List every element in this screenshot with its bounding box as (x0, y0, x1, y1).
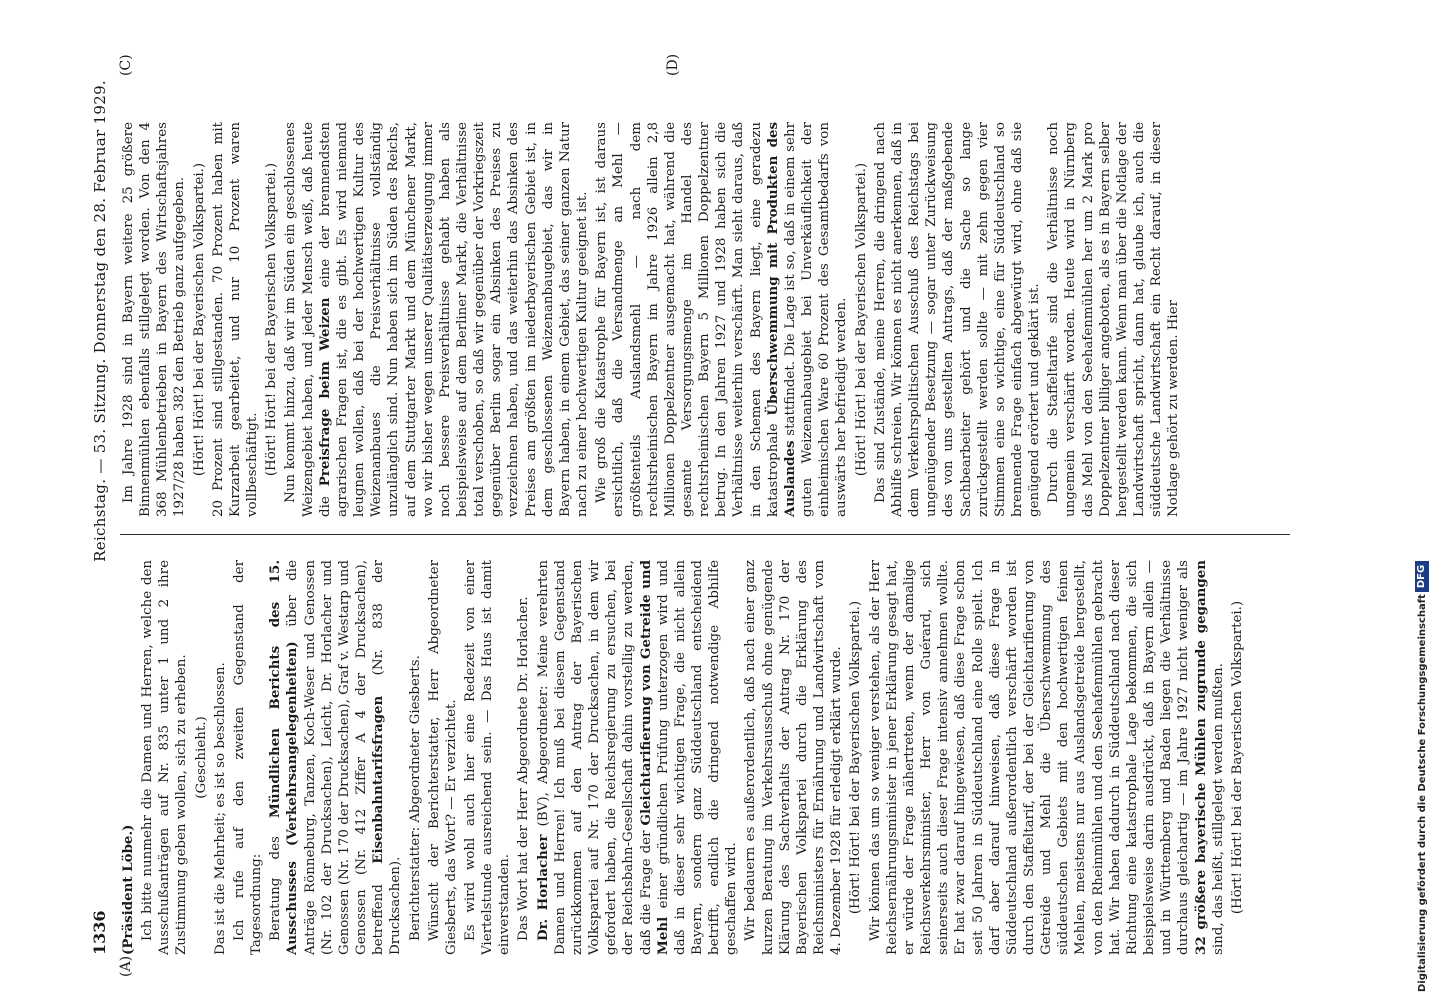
paragraph: Das ist die Mehrheit; es ist so beschlossen. (212, 662, 228, 955)
page-header (90, 80, 112, 955)
interjection: (Hört! Hört! bei der Bayerischen Volkspartei.) (1229, 600, 1245, 915)
speech-start: Dr. Horlacher (BV), Abgeordneter: Meine verehrten Damen und Herren! Ich muß bei diesem Gegenstand zurückkommen auf den Antrag der Bayerischen Volkspartei auf Nr. 170 der Drucksachen, in dem wir gefordert haben, die Reichsregierung zu ersuchen, bei der Reichsbahn-Gesellschaft dahin vorstellig zu werden, daß die Frage der Gleichtarifierung von Getreide und Mehl einer gründlichen Prüfung unterzogen wird und daß in dieser sehr wichtigen Frage, die nicht allein Bayern, sondern ganz Süddeutschland entscheidend betrifft, endlich die dringend notwendige Abhilfe geschaffen wird. (534, 560, 740, 955)
running-title: Reichstag. — 53. Sitzung. Donnerstag den 28. Februar 1929. (91, 80, 109, 562)
paragraph: Wie groß die Katastrophe für Bayern ist, ist daraus ersichtlich, daß die Versandmenge an Mehl — größtenteils Auslandsmehl — nach dem rechtsrheinischen Bayern im Jahre 1926 allein 2,8 Millionen Doppelzentner ausgemacht hat, während die gesamte Versorgungsmenge im Handel des rechtsrheinischen Bayern 5 Millionen Doppelzentner betrug. In den Jahren 1927 und 1928 haben sich die Verhältnisse weiterhin verschärft. Man sieht daraus, daß in den Schemen des Bayern liegt, eine geradezu katastrophale Überschwemmung mit Produkten des Auslandes stattfindet. Die Lage ist so, daß in einem sehr guten Weizenanbaugebiet bei Unverkäuflichkeit der einheimischen Ware 60 Prozent des Gesamtbedarfs von auswärts her befriedigt werden. (594, 122, 850, 517)
paragraph: Wünscht der Berichterstatter, Herr Abgeordneter Giesberts, das Wort? — Er verzichtet. (426, 560, 459, 955)
margin-marker-d: (D) (665, 53, 681, 76)
digitization-credit (1412, 8, 1430, 992)
paragraph: 20 Prozent sind stillgestanden. 70 Prozent haben mit Kurzarbeit gearbeitet, und nur 10 Prozent waren vollbeschäftigt. (210, 122, 261, 517)
speaker-label: (Präsident Löbe.) (120, 824, 136, 955)
paragraph: Es wird wohl auch hier eine Redezeit von einer Viertelstunde ausreichend sein. — Das Haus ist damit einverstanden. (462, 560, 513, 955)
paragraph: Durch die Staffeltarife sind die Verhältnisse noch ungemein verschärft worden. Heute wird in Nürnberg das Mehl von den Seehafenmühlen her um 2 Mark pro Doppelzentner billiger angeboten, als es in Bayern selber hergestellt werden kann. Wenn man über die Notlage der Landwirtschaft spricht, dann hat, glaube ich, auch die süddeutsche Landwirtschaft ein Recht darauf, in dieser Notlage gehört zu werden. Hier (1046, 122, 1182, 517)
interjection: (Hört! Hört! bei der Bayerischen Volkspartei.) (853, 162, 869, 477)
paragraph: Berichterstatter: Abgeordneter Giesberts. (407, 655, 423, 941)
paragraph: Das sind Zustände, meine Herren, die dringend nach Abhilfe schreien. Wir können es nicht anerkennen, daß in dem Verkehrspolitischen Ausschuß des Reichstags bei ungenügender Besetzung — sogar unter Zurückweisung des von uns gestellten Antrags, daß der maßgebende Sachbearbeiter gehört und die Sache so lange zurückgestellt werden sollte — mit zehn gegen vier Stimmen eine so wichtige, eine für Süddeutschland so brennende Frage einfach abgewürgt wird, ohne daß sie genügend erörtert und geklärt ist. (872, 122, 1043, 517)
paragraph: Im Jahre 1928 sind in Bayern weitere 25 größere Binnenmühlen ebenfalls stillgelegt worden. Von den 4 368 Mühlenbetrieben in Bayern des Wirtschaftsjahres 1927/28 haben 382 den Betrieb ganz aufgegeben. (121, 122, 188, 517)
margin-marker-a: (A) (118, 955, 134, 977)
paragraph: Das Wort hat der Herr Abgeordnete Dr. Horlacher. (516, 596, 532, 941)
column-divider (120, 534, 1290, 535)
paragraph: Ich rufe auf den zweiten Gegenstand der Tagesordnung: (231, 560, 265, 955)
interjection: (Hört! Hört! bei der Bayerischen Volkspartei.) (848, 600, 864, 915)
paragraph: Wir können das um so weniger verstehen, als der Herr Reichsernährungsminister in jener Erklärung gesagt hat, er würde der Frage nähertreten, wenn der damalige Reichsverkehrsminister, Herr von Guérard, sich seinerseits auch dieser Frage intensiv annehmen wollte. Er hat zwar darauf hingewiesen, daß diese Frage schon seit 50 Jahren in Süddeutschland eine Rolle spielt. Ich darf aber darauf hinweisen, daß diese Frage in Süddeutschland außerordentlich verschärft worden ist durch den Staffeltarif, der bei der Gleichtarifierung von Getreide und Mehl die Überschwemmung des süddeutschen Gebiets mit den hochwertigen feinen Mehlen, meistens nur aus Auslandsgetreide hergestellt, von den Rheinmühlen und den Seehafenmühlen gebracht hat. Wir haben dadurch in Süddeutschland nach dieser Richtung eine katastrophale Lage bekommen, die sich beispielsweise darin ausdrückt, daß in Bayern allein — und in Württemberg und Baden liegen die Verhältnisse durchaus gleichartig — im Jahre 1927 nicht weniger als 32 größere bayerische Mühlen zugrunde gegangen sind, das heißt, stillgelegt werden mußten. (867, 560, 1226, 955)
paragraph: Nun kommt hinzu, daß wir im Süden ein geschlossenes Weizengebiet haben, und jeder Mensch weiß, daß heute die Preisfrage beim Weizen eine der brennendsten agrarischen Fragen ist, die es gibt. Es wird niemand leugnen wollen, daß bei der hochwertigen Kultur des Weizenanbaues die Preisverhältnisse vollständig unzulänglich sind. Nun haben sich im Süden des Reichs, auf dem Stuttgarter Markt und dem Münchener Markt, wo wir bisher wegen unserer Qualitätserzeugung immer noch bessere Preisverhältnisse gehabt haben als beispielsweise auf dem Berliner Markt, die Verhältnisse total verschoben, so daß wir gegenüber der Vorkriegszeit gegenüber Berlin sogar ein Absinken des Preises zu verzeichnen haben, und das weiterhin das Absinken des Preises am größten im niederbayerischen Gebiet ist, in dem geschlossenen Weizenanbaugebiet, das wir in Bayern haben, in einem Gebiet, das seiner ganzen Natur nach zu einer hochwertigen Kultur geeignet ist. (283, 122, 591, 517)
agenda-item: Beratung des Mündlichen Berichts des 15. Ausschusses (Verkehrsangelegenheiten) über die Anträge Rönneburg, Tanzen, Koch-Weser und Genossen (Nr. 102 der Drucksachen), Leicht, Dr. Horlacher und Genossen (Nr. 170 der Drucksachen), Graf v. Westarp und Genossen (Nr. 412 Ziffer A 4 der Drucksachen), betreffend Eisenbahntarifsfragen (Nr. 838 der Drucksachen). (267, 560, 404, 955)
paragraph: Wir bedauern es außerordentlich, daß nach einer ganz kurzen Beratung im Verkehrsausschuß ohne genügende Klärung des Sachverhalts der Antrag Nr. 170 der Bayerischen Volkspartei durch die Erklärung des Reichsministers für Ernährung und Landwirtschaft vom 4. Dezember 1928 für erledigt erklärt wurde. (743, 560, 845, 955)
rotated-page (90, 53, 1320, 977)
paragraph: Ich bitte nunmehr die Damen und Herren, welche den Ausschußanträgen auf Nr. 835 unter 1 und 2 ihre Zustimmung geben wollen, sich zu erheben. (140, 560, 190, 955)
credit-text: Digitalisierung gefördert durch die Deutsche Forschungsgemeinschaft (1416, 594, 1428, 992)
interjection: (Hört! Hört! bei der Bayerischen Volkspartei.) (191, 162, 207, 477)
stage-direction: (Geschieht.) (193, 716, 209, 799)
left-column (120, 560, 1290, 955)
interjection: (Hört! Hört! bei der Bayerischen Volkspartei.) (264, 162, 280, 477)
right-column (120, 122, 1290, 517)
margin-marker-c: (C) (118, 54, 134, 76)
page-number: 1336 (90, 910, 109, 955)
dfg-logo: DFG (1415, 561, 1429, 592)
